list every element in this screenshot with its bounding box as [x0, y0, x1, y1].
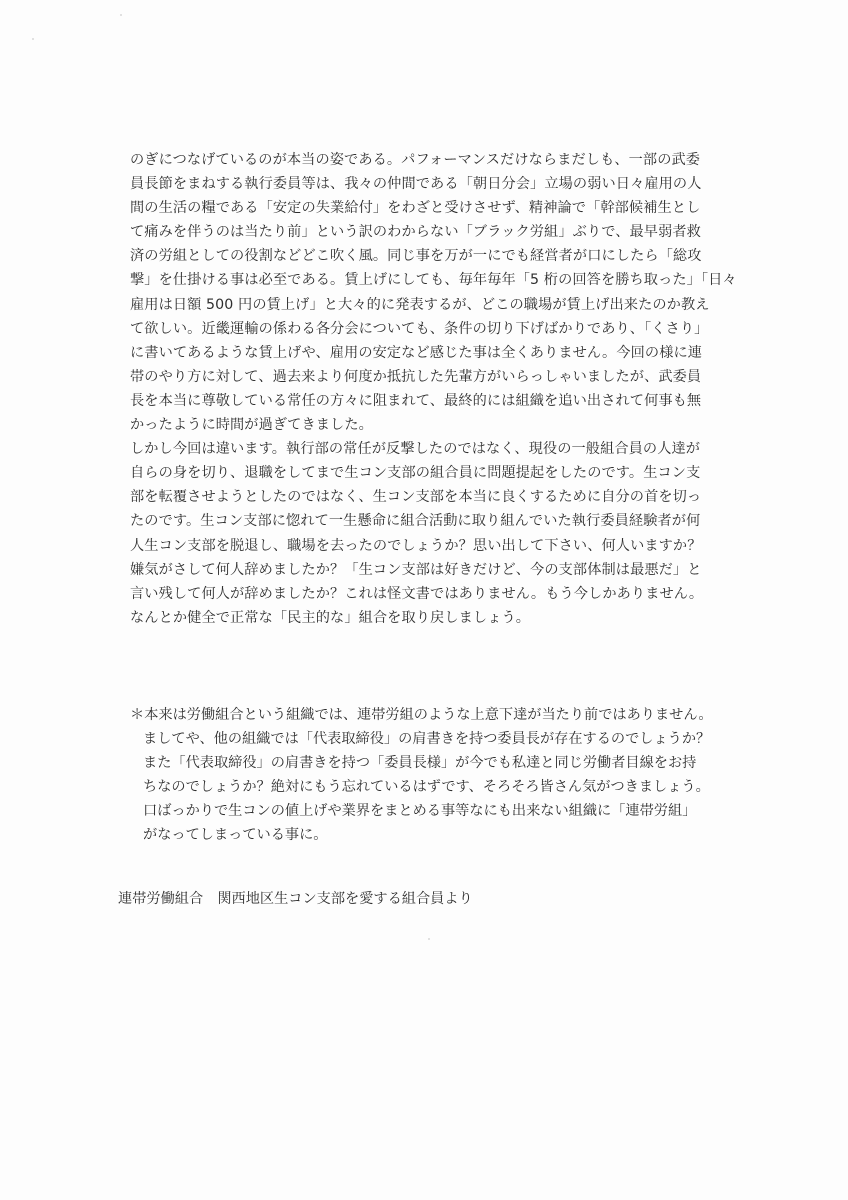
- paragraph-line: たのです。生コン支部に惚れて一生懸命に組合活動に取り組んでいた執行委員経験者が何: [130, 513, 701, 530]
- paragraph-line: かったように時間が過ぎてきました。: [130, 417, 373, 434]
- scan-speck: [428, 938, 430, 940]
- paragraph-line: のぎにつなげているのが本当の姿である。パフォーマンスだけならまだしも、一部の武委: [130, 152, 701, 168]
- paragraph-line: て痛みを伴うのは当たり前」という訳のわからない「ブラック労組」ぶりで、最早弱者救: [130, 224, 701, 241]
- scan-speck: [120, 14, 122, 16]
- footnote-line: がなってしまっている事に。: [143, 827, 328, 844]
- paragraph-line: に書いてあるような賃上げや、雇用の安定など感じた事は全くありません。今回の様に連: [130, 344, 703, 361]
- scan-speck: [32, 38, 34, 40]
- paragraph-line: 長を本当に尊敬している常任の方々に阻まれて、最終的には組織を追い出されて何事も無: [130, 392, 702, 409]
- paragraph-line: 言い残して何人が辞めましたか？これは怪文書ではありません。もう今しかありません。: [130, 585, 704, 602]
- paragraph-line: 自らの身を切り、退職をしてまで生コン支部の組合員に問題提起をしたのです。生コン支: [130, 465, 701, 482]
- paragraph-line: て欲しい。近畿運輸の係わる各分会についても、条件の切り下げばかりであり、「くさり」: [130, 320, 709, 337]
- paragraph-line: なんとか健全で正常な「民主的な」組合を取り戻しましょう。: [130, 609, 531, 626]
- paragraph-line: 間の生活の糧である「安定の失業給付」をわざと受けさせず、精神論で「幹部候補生とし: [130, 200, 701, 217]
- main-paragraph: [130, 148, 737, 630]
- footnote-line: また「代表取締役」の肩書きを持つ「委員長様」が今でも私達と同じ労働者目線をお持: [143, 755, 697, 772]
- paragraph-line: 人生コン支部を脱退し、職場を去ったのでしょうか？思い出して下さい、何人いますか？: [130, 537, 702, 554]
- paragraph-line: 帯のやり方に対して、過去来より何度か抵抗した先輩方がいらっしゃいましたが、武委員: [130, 368, 702, 385]
- footnote: [130, 703, 750, 848]
- paragraph-line: 嫌気がさして何人辞めましたか？「生コン支部は好きだけど、今の支部体制は最悪だ」と: [130, 561, 702, 578]
- signature: 連帯労働組合 関西地区生コン支部を愛する組合員より: [118, 891, 473, 907]
- footnote-line: ちなのでしょうか？絶対にもう忘れているはずです、そろそろ皆さん気がつきましょう。: [143, 779, 710, 796]
- paragraph-line: しかし今回は違います。執行部の常任が反撃したのではなく、現役の一般組合員の人達が: [130, 441, 701, 458]
- paragraph-line: 済の労組としての役割などどこ吹く風。同じ事を万が一にでも経営者が口にしたら「総攻: [130, 248, 702, 265]
- paragraph-line: 部を転覆させようとしたのではなく、生コン支部を本当に良くするために自分の首を切っ: [130, 489, 702, 506]
- paragraph-line: 員長節をまねする執行委員等は、我々の仲間である「朝日分会」立場の弱い日々雇用の人: [130, 176, 702, 193]
- paragraph-line: 雇用は日額 500 円の賃上げ」と大々的に発表するが、どこの職場が賃上げ出来たのか教え: [130, 296, 710, 313]
- paragraph-line: 撃」を仕掛ける事は必至である。賃上げにしても、毎年毎年「5 桁の回答を勝ち取った」「日々: [130, 272, 737, 289]
- footnote-line: ＊本来は労働組合という組織では、連帯労組のような上意下達が当たり前ではありません。: [130, 707, 713, 723]
- footnote-line: 口ばっかりで生コンの値上げや業界をまとめる事等なにも出来ない組織に「連帯労組」: [143, 803, 697, 820]
- footnote-line: ましてや、他の組織では「代表取締役」の肩書きを持つ委員長が存在するのでしょうか？: [143, 731, 711, 748]
